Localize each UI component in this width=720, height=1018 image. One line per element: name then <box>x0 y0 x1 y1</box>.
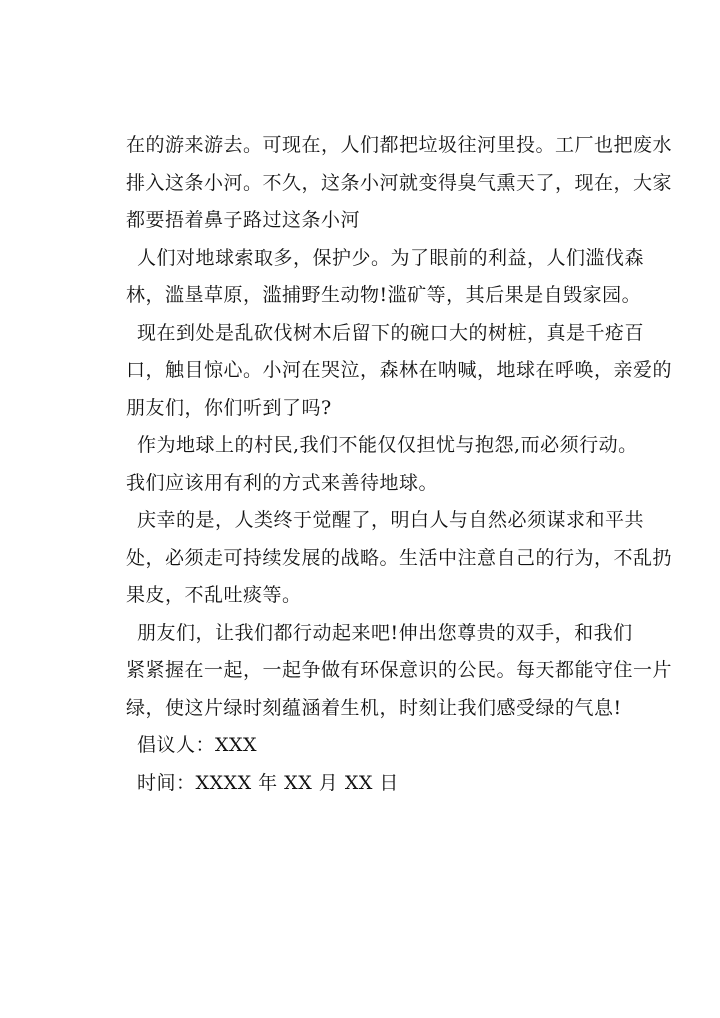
text-line: 口，触目惊心。小河在哭泣，森林在呐喊，地球在呼唤，亲爱的 <box>126 359 673 381</box>
initiator-line: 倡议人：XXX <box>137 734 258 756</box>
text-line: 果皮，不乱吐痰等。 <box>126 584 302 606</box>
paragraph-start-line: 现在到处是乱砍伐树木后留下的碗口大的树桩，真是千疮百 <box>137 321 645 344</box>
paragraph-start-line: 人们对地球索取多，保护少。为了眼前的利益，人们滥伐森 <box>137 246 645 269</box>
text-line: 林，滥垦草原，滥捕野生动物!滥矿等，其后果是自毁家园。 <box>126 284 642 306</box>
text-line: 朋友们，你们听到了吗? <box>126 396 332 419</box>
paragraph-start-line: 作为地球上的村民,我们不能仅仅担忧与抱怨,而必须行动。 <box>137 434 638 456</box>
paragraph-start-line: 朋友们，让我们都行动起来吧!伸出您尊贵的双手，和我们 <box>137 621 633 644</box>
text-line: 紧紧握在一起，一起争做有环保意识的公民。每天都能守住一片 <box>126 659 673 681</box>
date-line: 时间：XXXX 年 XX 月 XX 日 <box>137 771 399 794</box>
text-line: 在的游来游去。可现在，人们都把垃圾往河里投。工厂也把废水 <box>126 134 673 156</box>
document-body <box>126 127 673 802</box>
text-line: 绿，使这片绿时刻蕴涵着生机，时刻让我们感受绿的气息! <box>126 696 622 719</box>
text-line: 处，必须走可持续发展的战略。生活中注意自己的行为，不乱扔 <box>126 546 673 569</box>
paragraph-start-line: 庆幸的是，人类终于觉醒了，明白人与自然必须谋求和平共 <box>137 509 645 531</box>
text-line: 都要捂着鼻子路过这条小河 <box>126 209 361 231</box>
text-line: 排入这条小河。不久，这条小河就变得臭气熏天了，现在，大家 <box>126 171 673 194</box>
text-line: 我们应该用有利的方式来善待地球。 <box>126 471 439 494</box>
